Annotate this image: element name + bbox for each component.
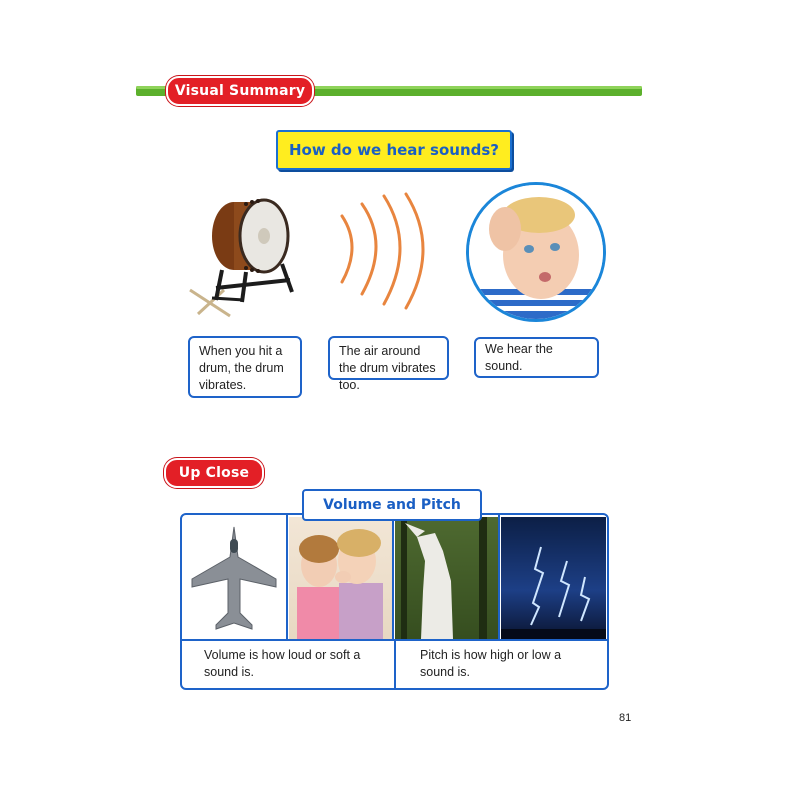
boy-listening-photo	[466, 182, 606, 322]
drum-caption: When you hit a drum, the drum vibrates.	[188, 336, 302, 398]
air-caption: The air around the drum vibrates too.	[328, 336, 449, 380]
photo-divider	[498, 515, 500, 639]
sound-waves-illustration	[328, 186, 440, 310]
jet-plane-photo	[184, 517, 285, 639]
page-number: 81	[619, 712, 632, 724]
question-banner: How do we hear sounds?	[276, 130, 512, 170]
volume-pitch-title: Volume and Pitch	[302, 489, 482, 521]
panel-divider	[394, 639, 396, 690]
up-close-tab: Up Close	[164, 458, 264, 488]
pitch-text: Pitch is how high or low a sound is.	[420, 648, 562, 679]
hear-caption: We hear the sound.	[474, 337, 599, 378]
lightning-storm-photo	[501, 517, 606, 639]
drum-illustration	[186, 190, 302, 322]
photo-divider	[286, 515, 288, 639]
visual-summary-tab: Visual Summary	[166, 76, 314, 106]
volume-text: Volume is how loud or soft a sound is.	[204, 648, 361, 679]
photo-divider	[392, 515, 394, 639]
girls-whispering-photo	[289, 517, 392, 639]
howling-wolf-photo	[395, 517, 498, 639]
